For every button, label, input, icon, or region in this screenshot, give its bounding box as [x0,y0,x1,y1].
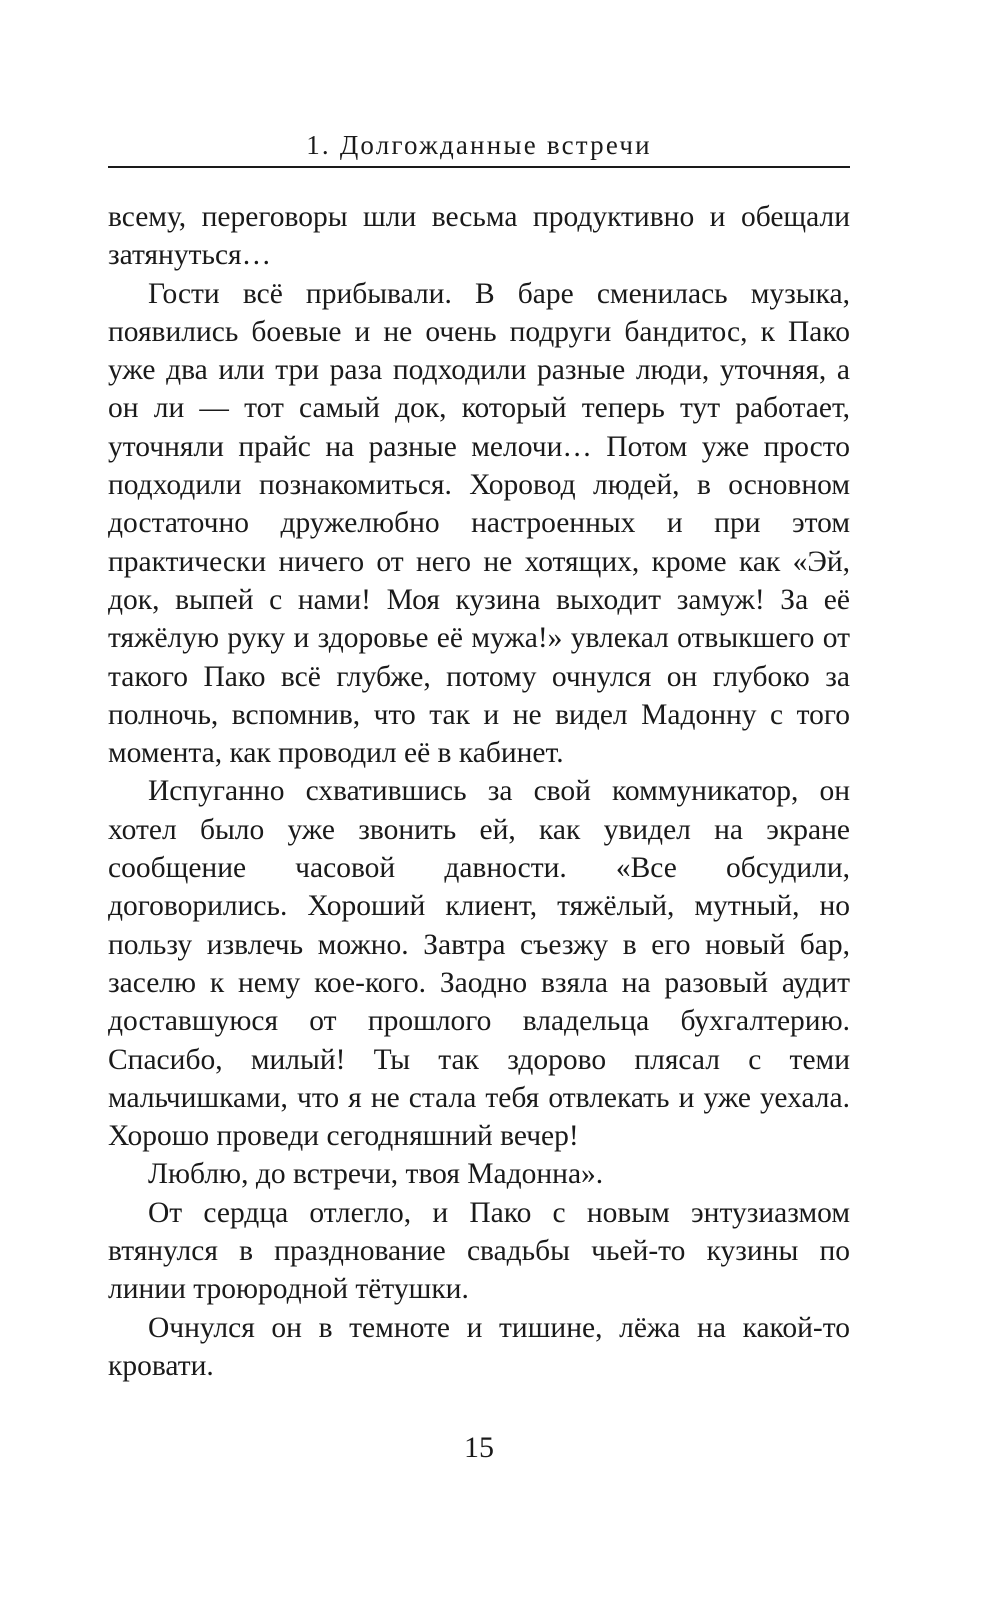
paragraph: Гости всё прибывали. В баре сменилась музыка, появились боевые и не очень подруги бандитос, к Пако уже два или три раза подходили разные люди, уточняя, а он ли — тот самый док, который теперь тут работает, уточняли прайс на разные мелочи… Потом уже просто подходили познакомиться. Хоровод людей, в основном достаточно дружелюбно настроенных и при этом практически ничего от него не хотящих, кроме как «Эй, док, выпей с нами! Моя кузина выходит замуж! За её тяжёлую руку и здоровье её мужа!» увлекал отвыкшего от такого Пако всё глубже, потому очнулся он глубоко за полночь, вспомнив, что так и не видел Мадонну с того момента, как проводил её в кабинет. [108,277,850,770]
paragraph: Люблю, до встречи, твоя Мадонна». [148,1158,604,1191]
body-text [108,198,850,1385]
paragraph: От сердца отлегло, и Пако с новым энтузиазмом втянулся в празднование свадьбы чьей-то кузины по линии троюродной тётушки. [108,1196,850,1306]
paragraph-continued: всему, переговоры шли весьма продуктивно и обещали затянуться… [108,201,850,272]
running-title: 1. Долгожданные встречи [306,130,652,160]
paragraph: Испуганно схватившись за свой коммуникатор, он хотел было уже звонить ей, как увидел на экране сообщение часовой давности. «Все обсудили, договорились. Хороший клиент, тяжёлый, мутный, но пользу извлечь можно. Завтра съезжу в его новый бар, заселю к нему кое-кого. Заодно взяла на разовый аудит доставшуюся от прошлого владельца бухгалтерию. Спасибо, милый! Ты так здорово плясал с теми мальчишками, что я не стала тебя отвлекать и уже уехала. Хорошо проведи сегодняшний вечер! [108,775,850,1153]
page-number: 15 [464,1431,494,1464]
header-rule [108,166,850,168]
paragraph: Очнулся он в темноте и тишине, лёжа на какой-то кровати. [108,1311,850,1382]
